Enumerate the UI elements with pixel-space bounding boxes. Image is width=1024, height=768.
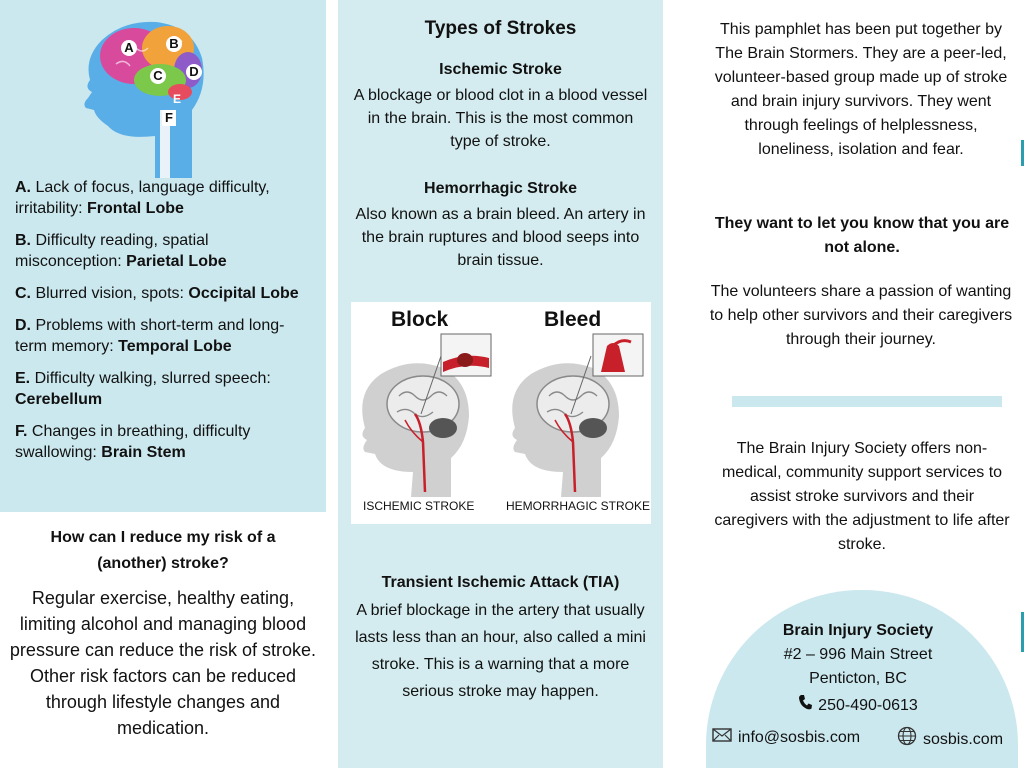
lobe-symptoms: Problems with short-term and long-term memory: bbox=[15, 317, 285, 355]
lobe-letter: C. bbox=[15, 285, 31, 302]
reduce-risk-body: Regular exercise, healthy eating, limiting alcohol and managing blood pressure can reduce the risk of stroke. Other risk factors can be reduced through lifestyle changes and medication. bbox=[9, 588, 317, 738]
types-of-strokes-heading: Types of Strokes bbox=[424, 18, 577, 39]
brain-head-diagram bbox=[80, 18, 210, 178]
ischemic-stroke-caption: ISCHEMIC STROKE bbox=[363, 499, 475, 513]
lobe-letter: D. bbox=[15, 317, 31, 334]
lobe-name: Temporal Lobe bbox=[118, 338, 232, 355]
lobe-symptoms: Difficulty walking, slurred speech: bbox=[34, 370, 271, 387]
society-name: Brain Injury Society bbox=[782, 622, 934, 639]
mail-icon bbox=[712, 726, 732, 750]
phone-icon bbox=[798, 694, 812, 718]
hemorrhagic-stroke-heading: Hemorrhagic Stroke bbox=[424, 180, 577, 197]
not-alone-message: They want to let you know that you are not alone. bbox=[714, 215, 1010, 256]
hemorrhagic-stroke-caption: HEMORRHAGIC STROKE bbox=[506, 499, 651, 513]
society-website-row bbox=[897, 726, 1003, 754]
right-panel bbox=[692, 0, 1024, 768]
hemorrhagic-head-illustration bbox=[501, 332, 651, 502]
section-divider bbox=[732, 396, 1002, 407]
bleed-label: Bleed bbox=[544, 308, 602, 331]
volunteers-message: The volunteers share a passion of wanting to help other survivors and their caregivers through their journey. bbox=[709, 283, 1013, 348]
lobe-item-f bbox=[15, 421, 315, 463]
lobe-symptoms: Blurred vision, spots: bbox=[35, 285, 184, 302]
lobe-item-b bbox=[15, 230, 315, 272]
center-panel bbox=[338, 0, 663, 768]
lobe-name: Frontal Lobe bbox=[87, 200, 184, 217]
left-panel bbox=[0, 0, 326, 768]
ischemic-stroke-heading: Ischemic Stroke bbox=[439, 61, 562, 78]
lobe-symptoms: Lack of focus, language difficulty, irritability: bbox=[15, 179, 270, 217]
ischemic-stroke-body: A blockage or blood clot in a blood vessel in the brain. This is the most common type of stroke. bbox=[353, 87, 648, 150]
lobe-name: Brain Stem bbox=[101, 444, 186, 461]
stroke-comparison-illustration bbox=[351, 302, 651, 524]
diagram-letter-e: E bbox=[173, 92, 182, 106]
phone-number[interactable]: 250-490-0613 bbox=[818, 697, 918, 715]
ischemic-head-illustration bbox=[351, 332, 501, 502]
society-phone-row bbox=[692, 694, 1024, 718]
diagram-letter-a: A bbox=[121, 40, 137, 56]
pamphlet-intro: This pamphlet has been put together by The Brain Stormers. They are a peer-led, volunteer-based group made up of stroke and brain injury survivors. They went through feelings of helplessness, loneliness, isolation and fear. bbox=[714, 21, 1008, 158]
society-city: Penticton, BC bbox=[809, 670, 907, 687]
diagram-letter-f: F bbox=[162, 110, 176, 126]
lobe-letter: F. bbox=[15, 423, 28, 440]
society-description: The Brain Injury Society offers non-medical, community support services to assist stroke survivors and their caregivers with the adjustment to life after stroke. bbox=[714, 440, 1010, 553]
lobe-list bbox=[15, 177, 315, 474]
email-link[interactable]: info@sosbis.com bbox=[738, 729, 861, 747]
society-street: #2 – 996 Main Street bbox=[783, 646, 933, 663]
tia-heading: Transient Ischemic Attack (TIA) bbox=[381, 574, 620, 591]
lobe-name: Parietal Lobe bbox=[126, 253, 227, 270]
lobe-item-d bbox=[15, 315, 315, 357]
diagram-letter-c: C bbox=[150, 68, 166, 84]
lobe-letter: B. bbox=[15, 232, 31, 249]
globe-icon bbox=[897, 726, 917, 754]
block-label: Block bbox=[391, 308, 449, 331]
lobe-name: Cerebellum bbox=[15, 391, 103, 408]
website-link[interactable]: sosbis.com bbox=[923, 731, 1004, 749]
brain-lobes-section bbox=[0, 0, 326, 512]
lobe-symptoms: Difficulty reading, spatial misconception: bbox=[15, 232, 209, 270]
lobe-name: Occipital Lobe bbox=[188, 285, 299, 302]
hemorrhagic-stroke-body: Also known as a brain bleed. An artery in the brain ruptures and blood seeps into brain tissue. bbox=[355, 206, 646, 269]
society-email-row bbox=[712, 726, 860, 750]
lobe-letter: A. bbox=[15, 179, 31, 196]
diagram-letter-d: D bbox=[186, 64, 202, 80]
tia-body: A brief blockage in the artery that usually lasts less than an hour, also called a mini stroke. This is a warning that a more serious stroke may happen. bbox=[355, 602, 646, 700]
lobe-item-e bbox=[15, 368, 315, 410]
lobe-letter: E. bbox=[15, 370, 31, 387]
lobe-symptoms: Changes in breathing, difficulty swallowing: bbox=[15, 423, 251, 461]
reduce-risk-heading: How can I reduce my risk of a (another) stroke? bbox=[50, 529, 276, 572]
diagram-letter-b: B bbox=[166, 36, 182, 52]
lobe-item-a bbox=[15, 177, 315, 219]
lobe-item-c bbox=[15, 283, 315, 304]
